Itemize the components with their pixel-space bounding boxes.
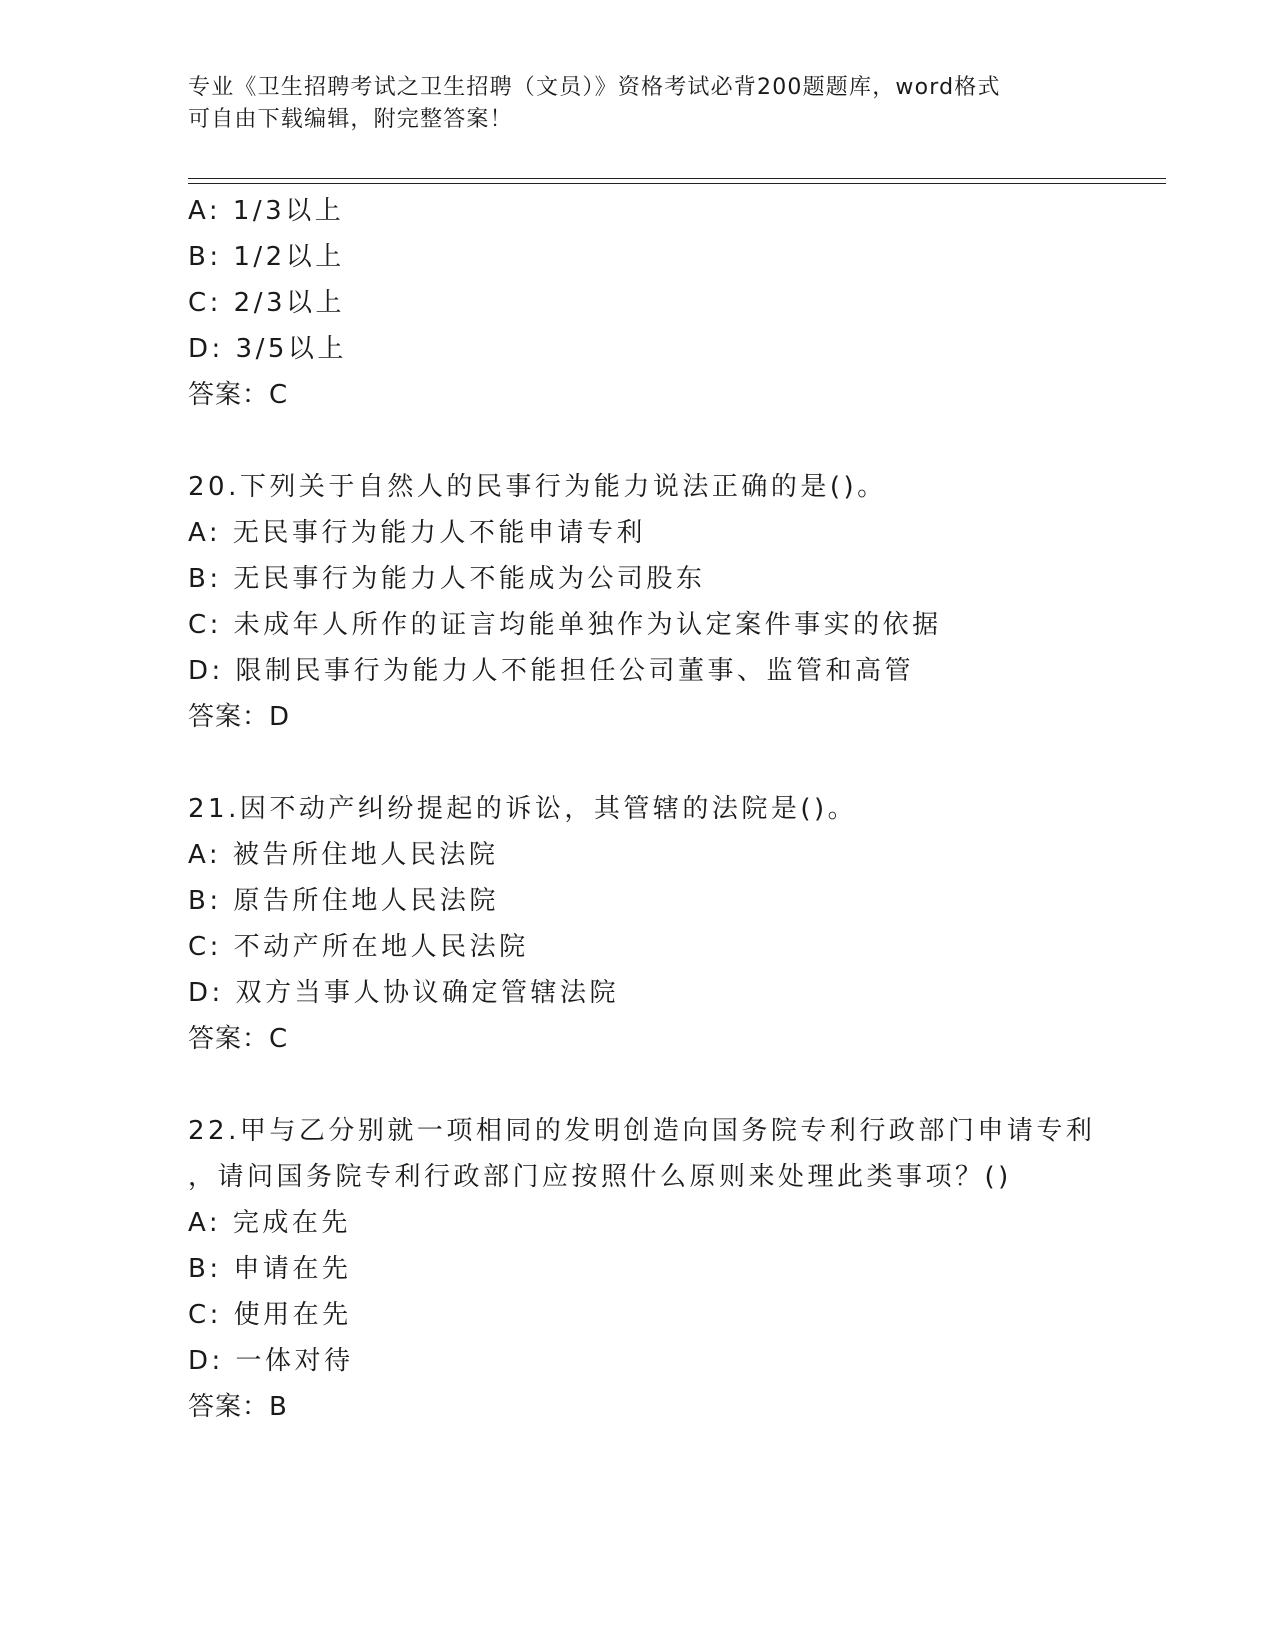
answer: 答案：C [188,1024,289,1054]
option-c: C: 未成年人所作的证言均能单独作为认定案件事实的依据 [188,610,942,640]
option-c: C: 不动产所在地人民法院 [188,932,529,962]
option-b: B: 申请在先 [188,1254,352,1284]
option-b: B: 无民事行为能力人不能成为公司股东 [188,564,706,594]
option-d: D: 一体对待 [188,1346,354,1376]
answer: 答案：D [188,702,291,732]
option-d: D: 双方当事人协议确定管辖法院 [188,978,620,1008]
header-line-1: 专业《卫生招聘考试之卫生招聘（文员）》资格考试必背200题题库，word格式 [188,75,1001,100]
option-a: A: 无民事行为能力人不能申请专利 [188,518,646,548]
question-22 [188,1108,1148,1430]
question-list [188,188,1148,1430]
answer: 答案：C [188,380,289,410]
question-20 [188,464,1148,740]
header-rule-top [188,178,1166,179]
option-a: A: 1/3以上 [188,196,345,226]
option-d: D: 限制民事行为能力人不能担任公司董事、监管和高管 [188,656,915,686]
option-c: C: 2/3以上 [188,288,346,318]
option-a: A: 被告所住地人民法院 [188,840,499,870]
document-header [188,72,1088,136]
answer: 答案：B [188,1392,288,1422]
option-c: C: 使用在先 [188,1300,352,1330]
option-d: D: 3/5以上 [188,334,347,364]
option-b: B: 1/2以上 [188,242,345,272]
question-21 [188,786,1148,1062]
header-rule-bottom [188,183,1166,184]
question-19-continued [188,188,1148,418]
option-a: A: 完成在先 [188,1208,351,1238]
question-text-line-2: ，请问国务院专利行政部门应按照什么原则来处理此类事项？() [188,1162,1012,1192]
header-line-2: 可自由下载编辑，附完整答案！ [188,107,513,132]
question-text-line-1: 22.甲与乙分别就一项相同的发明创造向国务院专利行政部门申请专利 [188,1116,1096,1146]
question-text: 21.因不动产纠纷提起的诉讼，其管辖的法院是()。 [188,794,858,824]
option-b: B: 原告所住地人民法院 [188,886,499,916]
question-text: 20.下列关于自然人的民事行为能力说法正确的是()。 [188,472,887,502]
